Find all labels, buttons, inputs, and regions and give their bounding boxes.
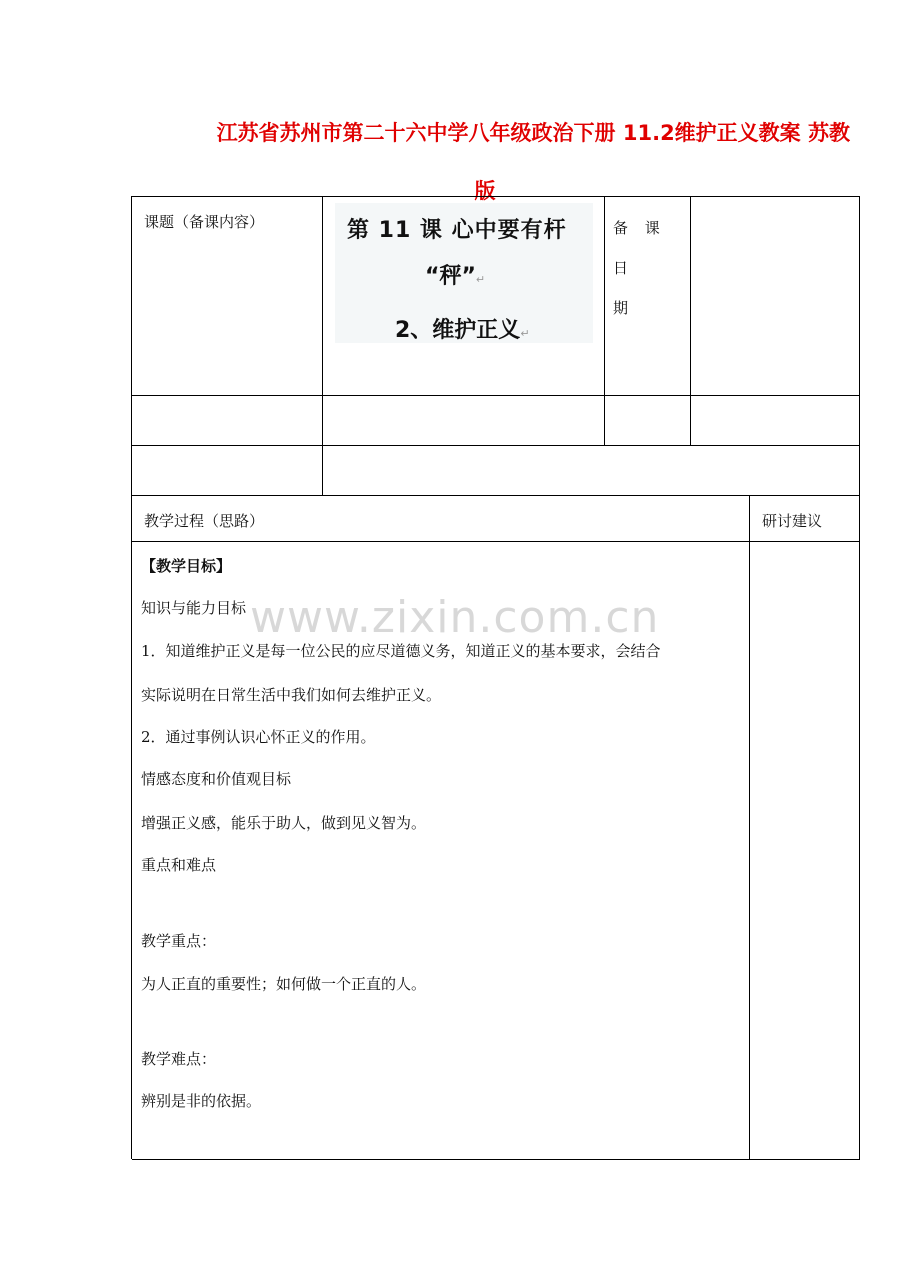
- goals-heading: 【教学目标】: [141, 557, 232, 575]
- watermark: www.zixin.com.cn: [250, 592, 660, 643]
- prep-date-label: [613, 208, 685, 328]
- paragraph-mark-icon: ↵: [475, 273, 486, 286]
- title-line-1: 江苏省苏州市第二十六中学八年级政治下册 11.2维护正义教案 苏教: [216, 121, 850, 145]
- paragraph-mark-icon: ↵: [520, 327, 530, 340]
- process-label: 教学过程（思路）: [144, 512, 265, 530]
- row3-col1: [132, 446, 323, 496]
- lesson-title-line-3: [395, 313, 530, 344]
- lesson-title-line-1: 第 11 课 心中要有杆: [347, 218, 567, 243]
- lesson-title-line-2-text: “秤”: [425, 264, 476, 289]
- lesson-title-line-2: [425, 259, 485, 290]
- row2-col1: [132, 396, 323, 446]
- row2-col2: [323, 396, 605, 446]
- lesson-title-line-3-text: 2、维护正义: [395, 318, 521, 343]
- discussion-cell: [750, 542, 860, 1160]
- focus-text: 为人正直的重要性；如何做一个正直的人。: [141, 975, 427, 993]
- discussion-label: 研讨建议: [762, 512, 823, 530]
- prep-date-value-cell: [691, 197, 860, 396]
- lesson-title-image: [335, 203, 593, 343]
- item1-line2: 实际说明在日常生活中我们如何去维护正义。: [141, 686, 442, 704]
- process-label-cell: [132, 496, 750, 542]
- focus-label: 教学重点：: [141, 932, 217, 950]
- knowledge-heading: 知识与能力目标: [141, 599, 247, 617]
- row2-col3: [605, 396, 691, 446]
- item2: 2．通过事例认识心怀正义的作用。: [141, 728, 376, 746]
- difficulty-label: 教学难点：: [141, 1050, 217, 1068]
- prep-date-label-line-2: 期: [613, 299, 635, 317]
- row3-col2: [323, 446, 860, 496]
- key-points-heading: 重点和难点: [141, 856, 217, 874]
- emotion-heading: 情感态度和价值观目标: [141, 770, 292, 788]
- topic-label-cell: [132, 197, 323, 396]
- item1-line1: 1．知道维护正义是每一位公民的应尽道德义务，知道正义的基本要求，会结合: [141, 642, 661, 660]
- row2-col4: [691, 396, 860, 446]
- difficulty-text: 辨别是非的依据。: [141, 1092, 262, 1110]
- prep-date-label-line-1: 备 课 日: [613, 219, 666, 277]
- title-line-2: 版: [474, 179, 496, 203]
- topic-label: 课题（备课内容）: [144, 213, 265, 231]
- discussion-label-cell: [750, 496, 860, 542]
- emotion-text: 增强正义感，能乐于助人，做到见义智为。: [141, 814, 427, 832]
